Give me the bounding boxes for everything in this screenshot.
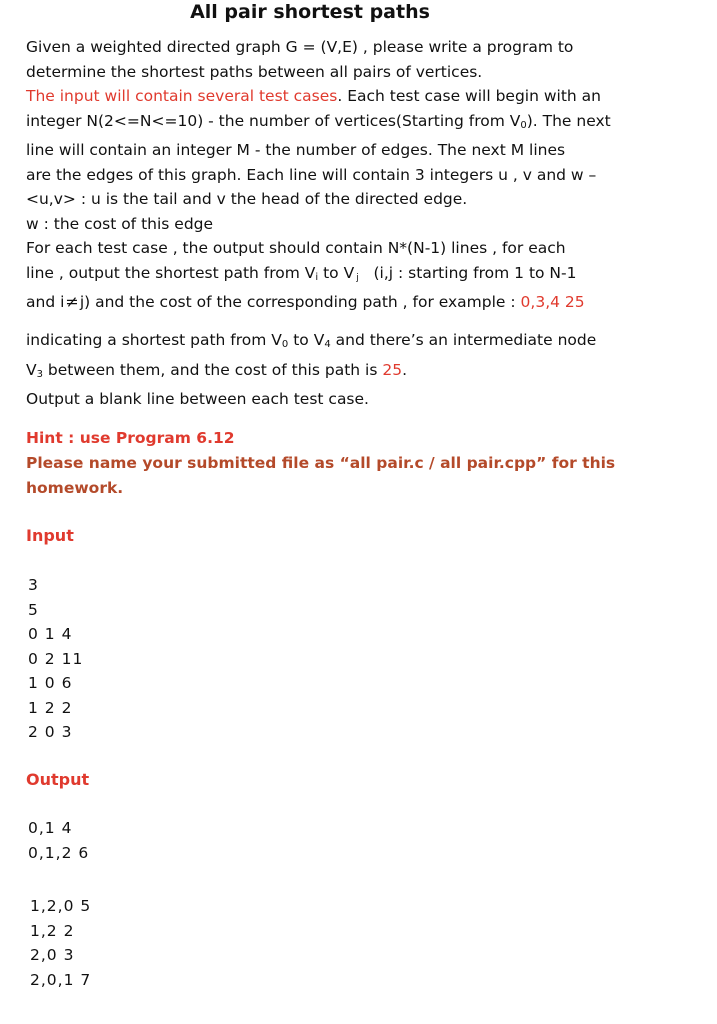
output-line: 2,0,1 7 — [30, 970, 92, 989]
input-line: 0 2 11 — [28, 649, 84, 668]
cost-value: 25 — [382, 360, 403, 379]
description-line: and i≠j) and the cost of the corresponding path , for example : 0,3,4 25 — [26, 292, 585, 311]
description-line: The input will contain several test cases. Each test case will begin with an — [26, 87, 601, 105]
input-line: 1 0 6 — [28, 674, 73, 692]
description-line: determine the shortest paths between all pairs of vertices. — [26, 62, 483, 81]
output-heading: Output — [26, 770, 90, 789]
emphasis-text: The input will contain several test cases — [26, 87, 338, 105]
description-line: integer N(2<=N<=10) - the number of vertices(Starting from $V_0$). The next — [26, 111, 611, 131]
input-line: 5 — [28, 600, 39, 619]
output-sample-1 — [28, 816, 89, 865]
not-equal-symbol: ≠ — [65, 292, 79, 311]
input-line: 0 1 4 — [28, 625, 73, 643]
problem-description-cont — [26, 290, 706, 315]
input-sample — [28, 573, 83, 745]
description-line: <u,v> : u is the tail and v the head of the directed edge. — [26, 190, 468, 208]
problem-description — [26, 35, 706, 290]
output-line: 1,2,0 5 — [30, 897, 92, 915]
input-line: 2 0 3 — [28, 723, 73, 741]
description-line: For each test case , the output should contain N*(N-1) lines , for each — [26, 239, 566, 257]
input-heading: Input — [26, 526, 74, 545]
description-line: $V_3$ between them, and the cost of this path is 25. — [26, 360, 408, 380]
description-line: w : the cost of this edge — [26, 214, 214, 233]
hint-block — [26, 426, 686, 501]
hint-line: homework. — [26, 479, 124, 497]
example-text: 0,3,4 25 — [520, 293, 585, 311]
hint-line: Hint : use Program 6.12 — [26, 429, 235, 447]
description-line: Output a blank line between each test case. — [26, 390, 369, 408]
description-line: line , output the shortest path from $V_i$ to V j (i,j : starting from 1 to N-1 — [26, 263, 577, 283]
output-line: 0,1,2 6 — [28, 843, 90, 862]
output-sample-2 — [30, 894, 91, 992]
problem-description-example — [26, 328, 706, 412]
output-line: 2,0 3 — [30, 946, 75, 964]
description-line: indicating a shortest path from $V_0$ to $V_4$ and there’s an intermediate node — [26, 331, 597, 350]
output-line: 0,1 4 — [28, 819, 73, 837]
description-line: line will contain an integer M - the number of edges. The next M lines — [26, 141, 566, 159]
page-title: All pair shortest paths — [190, 1, 430, 23]
description-line: Given a weighted directed graph G = (V,E) , please write a program to — [26, 38, 574, 56]
input-line: 3 — [28, 576, 39, 594]
hint-line: Please name your submitted file as “all pair.c / all pair.cpp” for this — [26, 454, 616, 472]
input-line: 1 2 2 — [28, 698, 73, 717]
output-line: 1,2 2 — [30, 921, 75, 940]
description-line: are the edges of this graph. Each line will contain 3 integers u , v and w – — [26, 165, 597, 184]
